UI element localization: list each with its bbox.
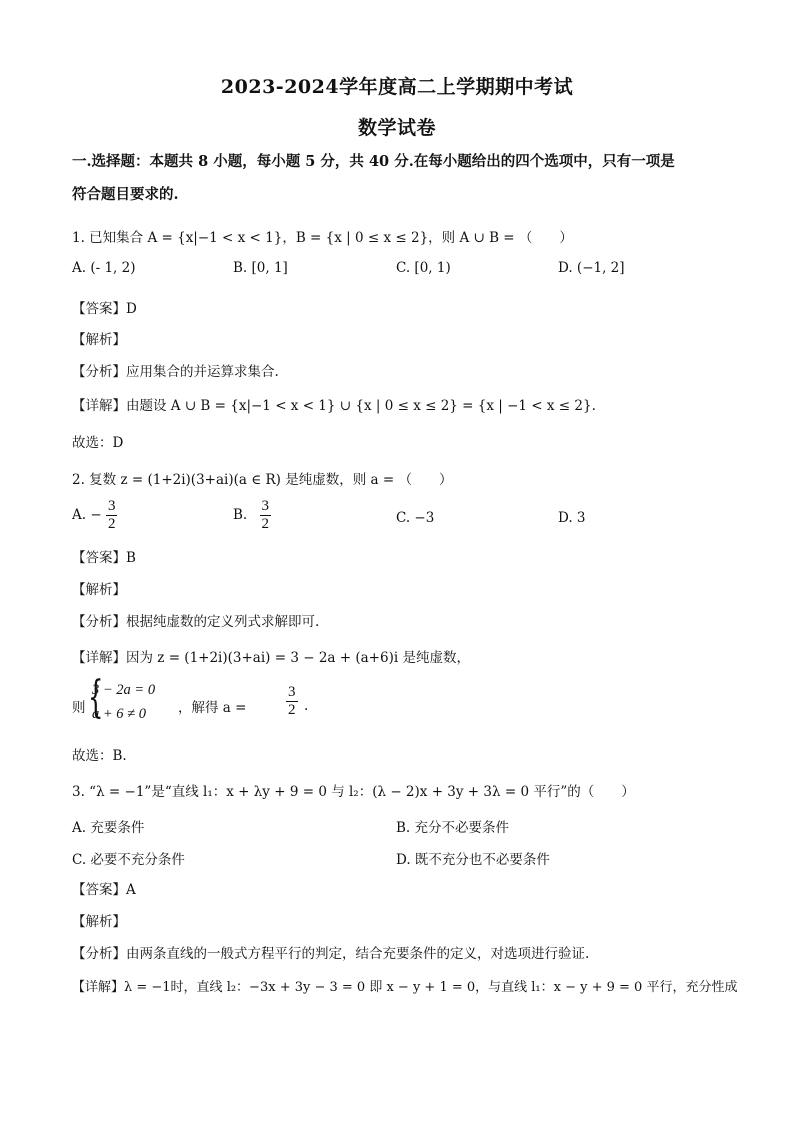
q3-analysis: 【分析】由两条直线的一般式方程平行的判定，结合充要条件的定义，对选项进行验证.	[72, 946, 590, 962]
q1-choose: 故选：D	[72, 435, 124, 451]
q2-stem: 2. 复数 z = (1+2i)(3+ai)(a ∈ R) 是纯虚数，则 a = （ ）	[72, 472, 453, 488]
q1-stem: 1. 已知集合 A = {x|−1 < x < 1}，B = {x | 0 ≤ x ≤ 2}，则 A ∪ B = （ ）	[72, 230, 573, 246]
q2-option-b	[233, 498, 271, 533]
q2-option-a	[72, 498, 117, 533]
page-subtitle: 数学试卷	[357, 117, 436, 139]
q3-analysis-label: 【解析】	[72, 914, 126, 930]
q2-option-a-prefix: A. −	[72, 507, 102, 523]
fraction-numerator: 3	[261, 498, 270, 514]
q3-option-a: A. 充要条件	[72, 820, 145, 836]
q2-option-a-fraction	[106, 498, 118, 533]
q3-detail: 【详解】λ = −1时，直线 l₂：−3x + 3y − 3 = 0 即 x − y + 1 = 0，与直线 l₁：x − y + 9 = 0 平行，充分性成	[72, 980, 738, 995]
q2-detail: 【详解】因为 z = (1+2i)(3+ai) = 3 − 2a + (a+6)i 是纯虚数，	[72, 650, 470, 666]
section-heading-line1: 一.选择题：本题共 8 小题，每小题 5 分，共 40 分.在每小题给出的四个选项中，只有一项是	[72, 153, 675, 170]
page-title: 2023-2024学年度高二上学期期中考试	[220, 76, 574, 98]
q1-option-c: C. [0, 1)	[396, 260, 451, 276]
q3-option-d: D. 既不充分也不必要条件	[396, 852, 550, 868]
q2-option-d: D. 3	[558, 510, 586, 526]
q3-option-c: C. 必要不充分条件	[72, 852, 185, 868]
q3-answer: 【答案】A	[72, 882, 136, 898]
fraction-numerator: 3	[288, 684, 296, 700]
q2-answer: 【答案】B	[72, 550, 136, 566]
system-row-2: a + 6 ≠ 0	[92, 706, 146, 722]
q2-option-b-fraction	[260, 498, 272, 533]
q2-choose: 故选：B.	[72, 748, 127, 764]
q3-stem: 3. “λ = −1”是“直线 l₁：x + λy + 9 = 0 与 l₂：(λ − 2)x + 3y + 3λ = 0 平行”的（ ）	[72, 784, 635, 800]
q1-option-d: D. (−1, 2]	[558, 260, 625, 276]
q1-analysis-label: 【解析】	[72, 332, 126, 348]
q1-analysis: 【分析】应用集合的并运算求集合.	[72, 364, 279, 380]
q2-solve-period: .	[304, 698, 309, 714]
left-brace: {	[88, 672, 104, 723]
q2-option-b-prefix: B.	[233, 507, 248, 523]
fraction-numerator: 3	[107, 498, 116, 514]
q1-answer: 【答案】D	[72, 301, 137, 317]
fraction-denominator: 2	[261, 516, 270, 532]
q1-detail: 【详解】由题设 A ∪ B = {x|−1 < x < 1} ∪ {x | 0 ≤ x ≤ 2} = {x | −1 < x ≤ 2}.	[72, 398, 596, 414]
section-heading-line2: 符合题目要求的.	[72, 186, 179, 203]
q2-solution-fraction	[286, 684, 298, 719]
q2-analysis-label: 【解析】	[72, 582, 126, 598]
q1-option-b: B. [0, 1]	[233, 260, 288, 276]
q2-option-c: C. −3	[396, 510, 435, 526]
q2-then-label: 则	[72, 700, 86, 716]
q2-analysis: 【分析】根据纯虚数的定义列式求解即可.	[72, 614, 320, 630]
system-row-1: 3 − 2a = 0	[92, 682, 156, 698]
fraction-denominator: 2	[107, 516, 116, 532]
q1-option-a: A. (- 1, 2)	[72, 260, 136, 276]
q3-option-b: B. 充分不必要条件	[396, 820, 510, 836]
q2-equation-system	[72, 672, 372, 730]
fraction-denominator: 2	[288, 702, 296, 718]
q2-solve-text: ，解得 a =	[178, 700, 247, 716]
